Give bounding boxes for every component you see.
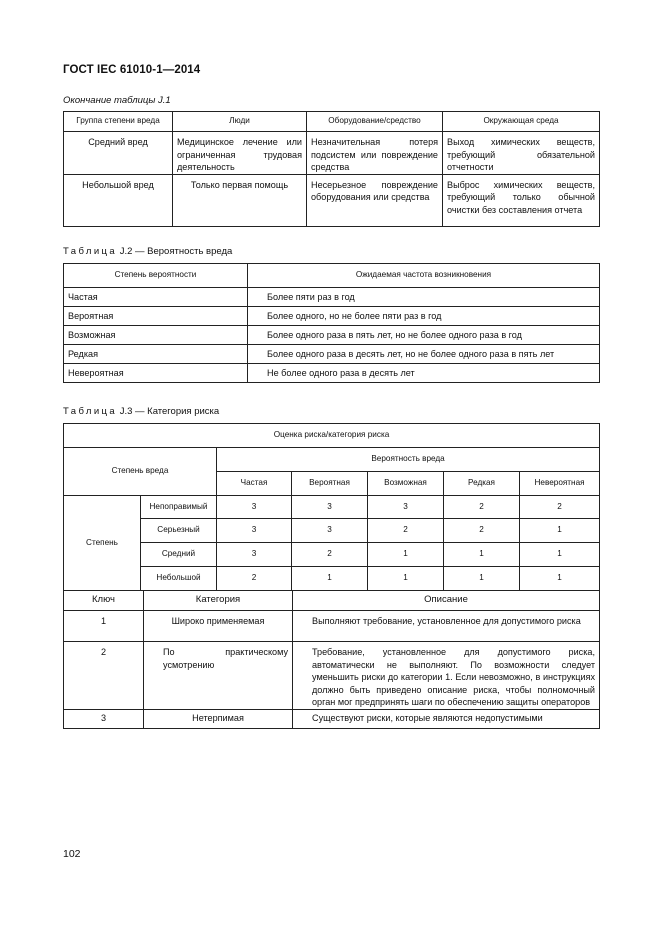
risk-cell: 1	[520, 567, 600, 591]
caption-text: J.2 — Вероятность вреда	[117, 246, 233, 257]
j1-cell: Медицинское лечение или ограниченная трудовая деятельность	[173, 132, 307, 175]
table-row	[64, 345, 600, 364]
j2-cell: Редкая	[64, 345, 248, 364]
key-cell: Нетерпимая	[144, 709, 293, 728]
table-j3-caption	[63, 406, 219, 417]
j1-header-cell: Группа степени вреда	[64, 112, 173, 132]
risk-cell: 3	[292, 496, 368, 519]
caption-prefix: Таблица	[63, 246, 118, 257]
key-cell: Существуют риски, которые являются недопустимыми	[293, 709, 600, 728]
key-cell: 1	[64, 611, 144, 642]
j1-cell: Несерьезное повреждение оборудования или средства	[307, 174, 443, 226]
j2-cell: Более одного, но не более пяти раз в год	[248, 307, 600, 326]
j1-cell: Незначительная потеря подсистем или повреждение средства	[307, 132, 443, 175]
prob-column-header: Невероятная	[520, 472, 600, 496]
table-row	[64, 567, 600, 591]
severity-label: Степень	[64, 496, 141, 591]
prob-column-header: Возможная	[368, 472, 444, 496]
j2-cell: Невероятная	[64, 364, 248, 383]
j2-cell: Более одного раза в десять лет, но не более одного раза в пять лет	[248, 345, 600, 364]
risk-cell: 1	[444, 567, 520, 591]
j2-cell: Вероятная	[64, 307, 248, 326]
table-j1	[63, 111, 600, 227]
j1-cell: Выход химических веществ, требующий обязательной отчетности	[443, 132, 600, 175]
j2-header-cell: Ожидаемая частота возникновения	[248, 264, 600, 288]
risk-cell: 1	[368, 543, 444, 567]
j1-cell: Средний вред	[64, 132, 173, 175]
table-row	[64, 611, 600, 642]
j1-cell: Только первая помощь	[173, 174, 307, 226]
table-j2-caption	[63, 246, 232, 257]
risk-cell: 2	[444, 519, 520, 543]
j2-cell: Возможная	[64, 326, 248, 345]
table-row	[64, 519, 600, 543]
j1-cell: Выброс химических веществ, требующий только обычной очистки без составления отчета	[443, 174, 600, 226]
page-number: 102	[63, 848, 81, 860]
risk-cell: 1	[520, 519, 600, 543]
risk-cell: 3	[368, 496, 444, 519]
key-cell: По практическому усмотрению	[144, 642, 293, 710]
severity-row-label: Серьезный	[141, 519, 217, 543]
risk-cell: 3	[292, 519, 368, 543]
severity-row-label: Небольшой	[141, 567, 217, 591]
prob-column-header: Частая	[217, 472, 292, 496]
risk-matrix-title: Оценка риска/категория риска	[64, 424, 600, 448]
prob-column-header: Редкая	[444, 472, 520, 496]
key-header-cell: Описание	[293, 591, 600, 611]
risk-cell: 2	[368, 519, 444, 543]
table-row	[64, 642, 600, 710]
prob-column-header: Вероятная	[292, 472, 368, 496]
j1-header-cell: Люди	[173, 112, 307, 132]
table-row	[64, 709, 600, 728]
risk-cell: 2	[444, 496, 520, 519]
key-header-cell: Ключ	[64, 591, 144, 611]
severity-row-label: Средний	[141, 543, 217, 567]
risk-cell: 1	[368, 567, 444, 591]
document-header: ГОСТ IEC 61010-1—2014	[63, 64, 201, 76]
j1-cell: Небольшой вред	[64, 174, 173, 226]
risk-cell: 3	[217, 543, 292, 567]
risk-cell: 3	[217, 496, 292, 519]
j2-cell: Более одного раза в пять лет, но не более одного раза в год	[248, 326, 600, 345]
key-cell: Требование, установленное для допустимого риска, автоматически не выполняют. По возможности следует уменьшить риски до категории 1. Если невозможно, в инструкциях должно быть приведено описание риска, чтобы полномочный орган мог предпринять шаги по обеспечению защиты операторов	[293, 642, 600, 710]
table-row	[64, 307, 600, 326]
table-j3-matrix	[63, 423, 600, 591]
caption-text: J.3 — Категория риска	[117, 406, 220, 417]
table-row	[64, 496, 600, 519]
caption-prefix: Таблица	[63, 406, 118, 417]
risk-cell: 1	[520, 543, 600, 567]
severity-row-label: Непоправимый	[141, 496, 217, 519]
j1-header-cell: Окружающая среда	[443, 112, 600, 132]
j2-cell: Не более одного раза в десять лет	[248, 364, 600, 383]
risk-cell: 2	[292, 543, 368, 567]
key-header-cell: Категория	[144, 591, 293, 611]
risk-cell: 2	[217, 567, 292, 591]
probability-header: Вероятность вреда	[217, 448, 600, 472]
j2-cell: Более пяти раз в год	[248, 288, 600, 307]
risk-cell: 1	[444, 543, 520, 567]
key-cell: 3	[64, 709, 144, 728]
j1-header-cell: Оборудование/средство	[307, 112, 443, 132]
risk-cell: 2	[520, 496, 600, 519]
risk-cell: 3	[217, 519, 292, 543]
j2-header-cell: Степень вероятности	[64, 264, 248, 288]
table-row	[64, 326, 600, 345]
table-j2	[63, 263, 600, 383]
key-cell: Выполняют требование, установленное для допустимого риска	[293, 611, 600, 642]
key-cell: Широко применяемая	[144, 611, 293, 642]
table-row	[64, 543, 600, 567]
harm-header: Степень вреда	[64, 448, 217, 496]
table-row	[64, 288, 600, 307]
table-j1-caption: Окончание таблицы J.1	[63, 95, 171, 106]
table-row	[64, 364, 600, 383]
table-row	[64, 132, 600, 175]
key-cell: 2	[64, 642, 144, 710]
j2-cell: Частая	[64, 288, 248, 307]
table-row	[64, 174, 600, 226]
table-j3-key	[63, 590, 600, 729]
risk-cell: 1	[292, 567, 368, 591]
